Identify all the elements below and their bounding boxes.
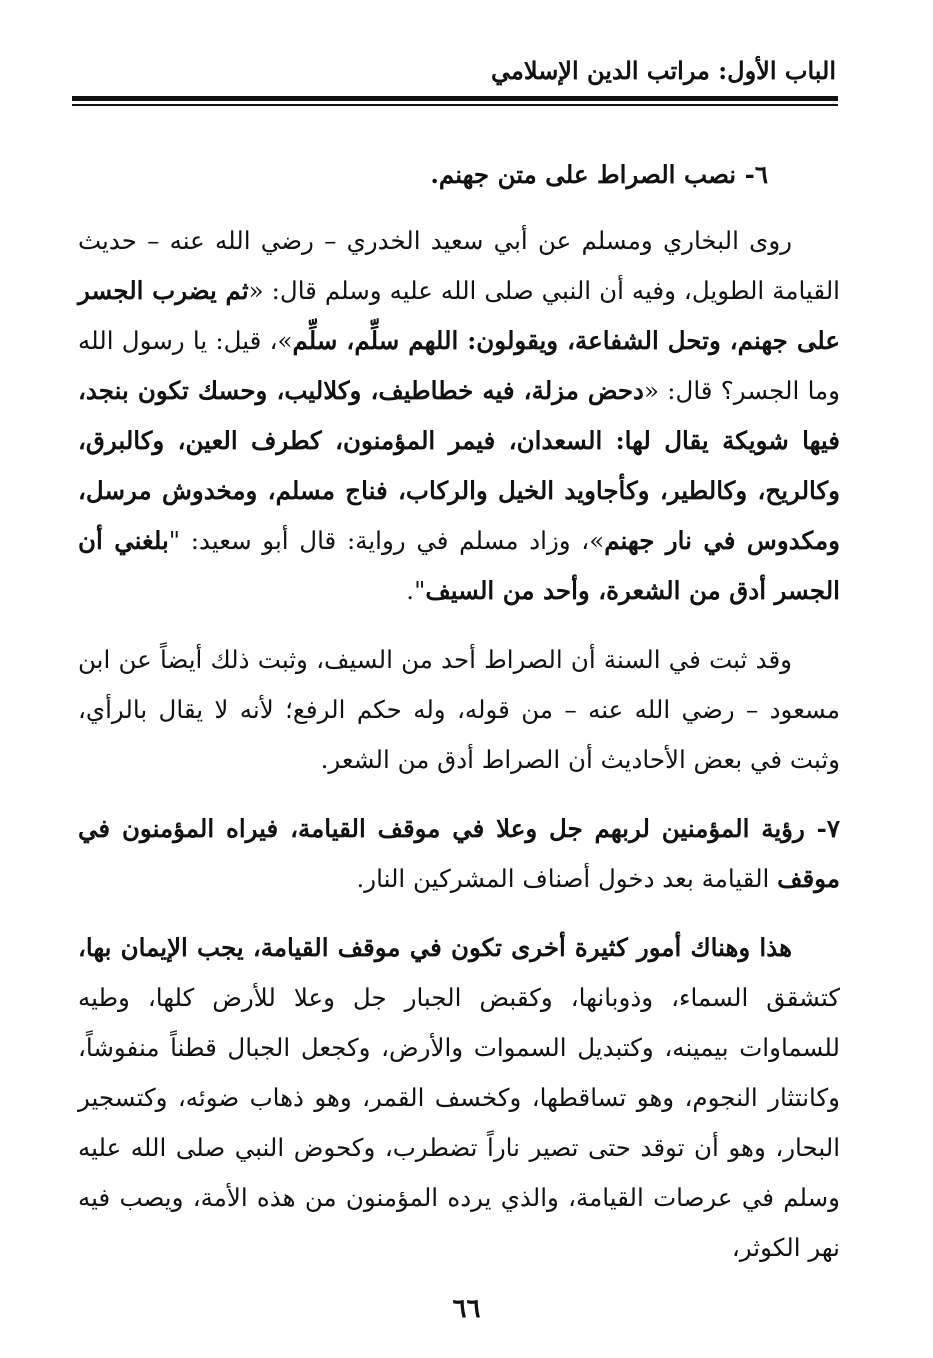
body-text [78,150,840,1292]
paragraph-lead-bold: هذا وهناك أمور كثيرة أخرى تكون في موقف القيامة، يجب الإيمان بها، [78,933,792,962]
sirat-paragraph: وقد ثبت في السنة أن الصراط أحد من السيف، وثبت ذلك أيضاً عن ابن مسعود – رضي الله عنه – من قوله، وله حكم الرفع؛ لأنه لا يقال بالرأي، وثبت في بعض الأحاديث أن الصراط أدق من الشعر. [78,645,840,774]
paragraph-text: القيامة بعد دخول أصناف المشركين النار. [356,864,778,893]
paragraph-text: روى البخاري ومسلم عن أبي سعيد الخدري – رضي الله عنه – حديث القيامة الطويل، وفيه أن النبي صلى الله عليه وسلم قال: « [78,226,840,305]
hadith-quote-bold: ثم يضرب الجسر على جهنم، وتحل الشفاعة، ويقولون: اللهم سلِّم، سلِّم [78,276,840,355]
hadith-quote-bold: دحض مزلة، فيه خطاطيف، وكلاليب، وحسك تكون بنجد، فيها شويكة يقال لها: السعدان، فيمر المؤمنون، كطرف العين، وكالبرق، وكالريح، وكالطير، وكأجاويد الخيل والركاب، فناج مسلم، ومخدوش مرسل، ومكدوس في نار جهنم [78,376,840,555]
paragraph-text: كتشقق السماء، وذوبانها، وكقبض الجبار جل وعلا للأرض كلها، وطيه للسماوات بيمينه، وكتبديل السموات والأرض، وكجعل الجبال قطناً منفوشاً، وكانتثار النجوم، وهو تساقطها، وكخسف القمر، وهو ذهاب ضوئه، وكتسجير البحار، وهو أن توقد حتى تصير ناراً تضطرب، وكحوض النبي صلى الله عليه وسلم في عرصات القيامة، والذي يرده المؤمنون من هذه الأمة، ويصب فيه نهر الكوثر، [78,983,840,1262]
paragraph-text: »، قيل: يا رسول الله وما الجسر؟ قال: « [78,326,841,405]
hadith-quote-bold: بلغني أن الجسر أدق من الشعرة، وأحد من السيف [78,526,840,605]
section-6-heading: ٦- نصب الصراط على متن جهنم. [430,160,768,189]
header-rule-thick [72,96,838,101]
paragraph-text: »، وزاد مسلم في رواية: قال أبو سعيد: " [168,526,605,555]
section-7-heading: ٧- رؤية المؤمنين لربهم جل وعلا في موقف القيامة، فيراه المؤمنون في موقف [78,814,840,893]
paragraph-text: ". [406,576,426,605]
page-number: ٦٦ [452,1294,481,1324]
header-rule-thin [72,104,838,106]
resurrection-events-paragraph [78,923,840,1273]
hadith-paragraph [78,216,840,616]
running-head: الباب الأول: مراتب الدين الإسلامي [491,56,836,85]
section-7-paragraph [78,804,840,904]
